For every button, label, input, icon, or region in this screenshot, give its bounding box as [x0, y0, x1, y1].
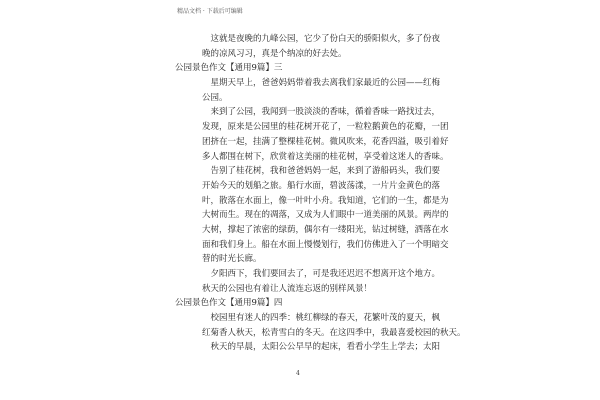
section-heading: 公园景色作文【通用9篇】三 [175, 63, 283, 74]
paragraph-line: 叶，散落在水面上，像一叶叶小舟。我知道，它们的一生，都是为 [202, 195, 449, 206]
document-body [175, 32, 466, 355]
paragraph-line: 大树而生。现在的凋落，又成为人们眼中一道美丽的风景。两岸的 [202, 210, 449, 221]
paragraph-line: 夕阳西下，我们要回去了，可是我还迟迟不想离开这个地方。 [210, 269, 441, 279]
paragraph-line: 这就是夜晚的九峰公园，它少了份白天的骄阳似火，多了份夜 [210, 34, 441, 44]
paragraph-line: 晚的凉风习习，真是个纳凉的好去处。 [202, 48, 347, 59]
paragraph-line: 告别了桂花树，我和爸爸妈妈一起，来到了游船码头，我们要 [210, 166, 441, 177]
section-heading: 公园景色作文【通用9篇】四 [175, 298, 283, 309]
paragraph-line: 替的时光长廊。 [202, 254, 262, 265]
paragraph-line: 发现，原来是公园里的桂花树开花了，一粒粒鹅黄色的花瓣，一团 [202, 122, 449, 133]
header-note: 精品文档 · 下载后可编辑 [177, 8, 243, 15]
paragraph-line: 校园里有迷人的四季：桃红柳绿的春天，花繁叶茂的夏天，枫 [210, 313, 441, 324]
paragraph-line: 来到了公园，我闻到一股淡淡的香味，循着香味一路找过去， [210, 107, 441, 118]
paragraph-line: 多人都围在树下，欣赏着这美丽的桂花树，享受着这迷人的香味。 [202, 151, 449, 162]
paragraph-line: 秋天的早晨，太阳公公早早的起床，看看小学生上学去；太阳 [210, 342, 441, 353]
paragraph-line: 面和我们身上。船在水面上慢慢划行，我们仿佛进入了一个明暗交 [202, 239, 449, 250]
paragraph-line: 大树，撑起了浓密的绿荫，偶尔有一缕阳光，钻过树缝，洒落在水 [202, 224, 449, 235]
paragraph-line: 红菊香人秋天，松青雪白的冬天。在这四季中，我最喜爱校园的秋天。 [202, 327, 466, 338]
paragraph-line: 团挤在一起，挂满了整棵桂花树。微风吹来，花香四溢，吸引着好 [202, 136, 449, 147]
paragraph-line: 公园。 [202, 92, 228, 103]
page-number: 4 [296, 370, 300, 377]
paragraph-line: 开始今天的划船之旅。船行水面，碧波荡漾，一片片金黄色的落 [202, 180, 441, 191]
paragraph-line: 秋天的公园也有着让人流连忘返的别样风景！ [202, 283, 373, 294]
paragraph-line: 星期天早上，爸爸妈妈带着我去离我们家最近的公园——红梅 [210, 78, 441, 89]
